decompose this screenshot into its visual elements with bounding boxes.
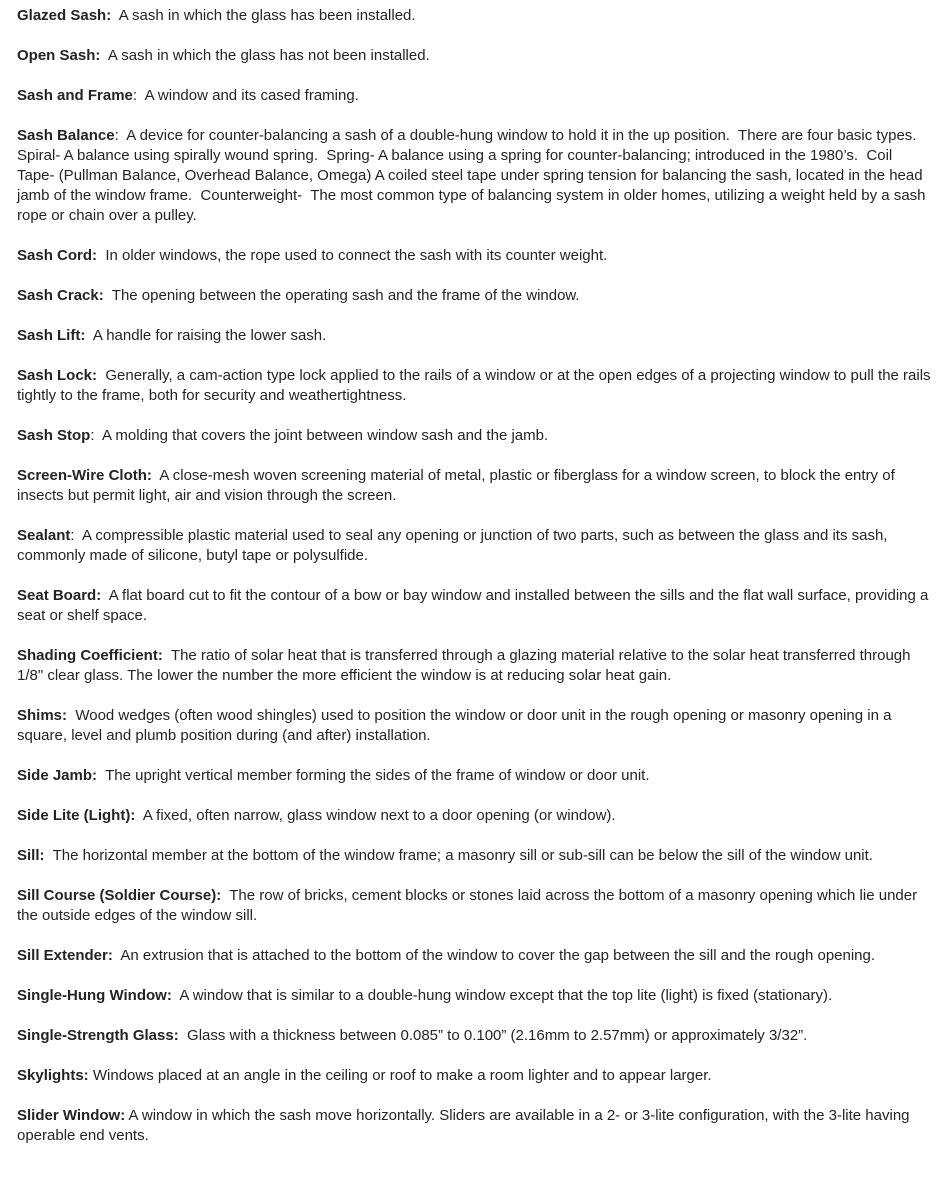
glossary-term: Single-Hung Window: xyxy=(17,987,172,1004)
glossary-entry xyxy=(17,646,933,686)
glossary-entry xyxy=(17,806,933,826)
glossary-entry xyxy=(17,426,933,446)
glossary-term: Side Lite (Light): xyxy=(17,807,136,824)
glossary-term: Sash Cord: xyxy=(17,247,98,264)
glossary-entry xyxy=(17,466,933,506)
glossary-entry xyxy=(17,1026,933,1046)
glossary-definition: Glass with a thickness between 0.085” to 0.100” (2.16mm to 2.57mm) or approximately 3/32”. xyxy=(178,1027,808,1044)
glossary-entry xyxy=(17,986,933,1006)
glossary-definition: A window that is similar to a double-hung window except that the top lite (light) is fixed (stationary). xyxy=(171,987,833,1004)
glossary-definition: A sash in which the glass has been installed. xyxy=(111,7,416,24)
glossary-definition: : A window and its cased framing. xyxy=(132,87,359,104)
glossary-term: Sealant xyxy=(17,527,71,544)
glossary-definition: The upright vertical member forming the sides of the frame of window or door unit. xyxy=(97,767,650,784)
glossary-definition: : A compressible plastic material used to seal any opening or junction of two parts, such as between the glass and its sash, commonly made of silicone, butyl tape or polysulfide. xyxy=(17,527,892,564)
glossary-term: Shading Coefficient: xyxy=(17,647,163,664)
glossary-entry xyxy=(17,1106,933,1146)
glossary-term: Sash Lock: xyxy=(17,367,98,384)
glossary-term: Side Jamb: xyxy=(17,767,98,784)
glossary-entry xyxy=(17,766,933,786)
glossary-entry xyxy=(17,286,933,306)
glossary-entry xyxy=(17,586,933,626)
glossary-term: Sill: xyxy=(17,847,45,864)
glossary-definition: A flat board cut to fit the contour of a bow or bay window and installed between the sills and the flat wall surface, providing a seat or shelf space. xyxy=(17,587,933,624)
glossary-entry xyxy=(17,326,933,346)
glossary-definition: In older windows, the rope used to connect the sash with its counter weight. xyxy=(97,247,608,264)
glossary-entry xyxy=(17,366,933,406)
glossary-entry xyxy=(17,886,933,926)
glossary-definition: A close-mesh woven screening material of metal, plastic or fiberglass for a window screen, to block the entry of insects but permit light, air and vision through the screen. xyxy=(17,467,899,504)
glossary-entry xyxy=(17,706,933,746)
glossary-definition: An extrusion that is attached to the bottom of the window to cover the gap between the sill and the rough opening. xyxy=(112,947,876,964)
glossary-definition: The ratio of solar heat that is transferred through a glazing material relative to the solar heat transferred through 1/8" clear glass. The lower the number the more efficient the window is at reducing solar heat gain. xyxy=(17,647,915,684)
glossary-definition: The row of bricks, cement blocks or stones laid across the bottom of a masonry opening which lie under the outside edges of the window sill. xyxy=(17,887,922,924)
glossary-definition: Wood wedges (often wood shingles) used to position the window or door unit in the rough opening or masonry opening in a square, level and plumb position during (and after) installation. xyxy=(17,707,896,744)
glossary-entry xyxy=(17,946,933,966)
glossary-term: Sash and Frame xyxy=(17,87,133,104)
glossary-entry xyxy=(17,126,933,226)
glossary-term: Skylights: xyxy=(17,1067,89,1084)
glossary-definition: A sash in which the glass has not been installed. xyxy=(100,47,430,64)
glossary-term: Shims: xyxy=(17,707,68,724)
glossary-definition: The opening between the operating sash and the frame of the window. xyxy=(103,287,580,304)
glossary-term: Slider Window: xyxy=(17,1107,126,1124)
glossary-entry xyxy=(17,526,933,566)
glossary-definition: A window in which the sash move horizontally. Sliders are available in a 2- or 3-lite configuration, with the 3-lite having operable end vents. xyxy=(17,1107,914,1144)
glossary-definition: A fixed, often narrow, glass window next to a door opening (or window). xyxy=(135,807,616,824)
glossary-term: Single-Strength Glass: xyxy=(17,1027,179,1044)
glossary-term: Open Sash: xyxy=(17,47,101,64)
glossary-definition: Windows placed at an angle in the ceiling or roof to make a room lighter and to appear larger. xyxy=(88,1067,712,1084)
glossary-entry xyxy=(17,1066,933,1086)
glossary-entry xyxy=(17,846,933,866)
glossary-definition: Generally, a cam-action type lock applied to the rails of a window or at the open edges of a projecting window to pull the rails tightly to the frame, both for security and weathertightness. xyxy=(17,367,935,404)
glossary-term: Seat Board: xyxy=(17,587,102,604)
glossary-body xyxy=(17,6,933,1146)
glossary-definition: : A device for counter-balancing a sash of a double-hung window to hold it in the up position. There are four basic types. Spiral- A balance using spirally wound spring. Spring- A balance using a spring for counter-balancing; introduced in the 1980’s. Coil Tape- (Pullman Balance, Overhead Balance, Omega) A coiled steel tape under spring tension for balancing the sash, located in the head jamb of the window frame. Counterweight- The most common type of balancing system in older homes, utilizing a weight held by a sash rope or chain over a pulley. xyxy=(17,127,930,224)
glossary-term: Sash Balance xyxy=(17,127,115,144)
glossary-entry xyxy=(17,46,933,66)
glossary-definition: : A molding that covers the joint between window sash and the jamb. xyxy=(90,427,549,444)
glossary-term: Screen-Wire Cloth: xyxy=(17,467,152,484)
glossary-entry xyxy=(17,246,933,266)
glossary-entry xyxy=(17,6,933,26)
glossary-term: Glazed Sash: xyxy=(17,7,112,24)
glossary-definition: The horizontal member at the bottom of the window frame; a masonry sill or sub-sill can be below the sill of the window unit. xyxy=(44,847,873,864)
glossary-term: Sash Crack: xyxy=(17,287,104,304)
glossary-term: Sill Extender: xyxy=(17,947,113,964)
glossary-entry xyxy=(17,86,933,106)
glossary-term: Sill Course (Soldier Course): xyxy=(17,887,222,904)
glossary-definition: A handle for raising the lower sash. xyxy=(85,327,327,344)
glossary-term: Sash Stop xyxy=(17,427,91,444)
glossary-term: Sash Lift: xyxy=(17,327,86,344)
